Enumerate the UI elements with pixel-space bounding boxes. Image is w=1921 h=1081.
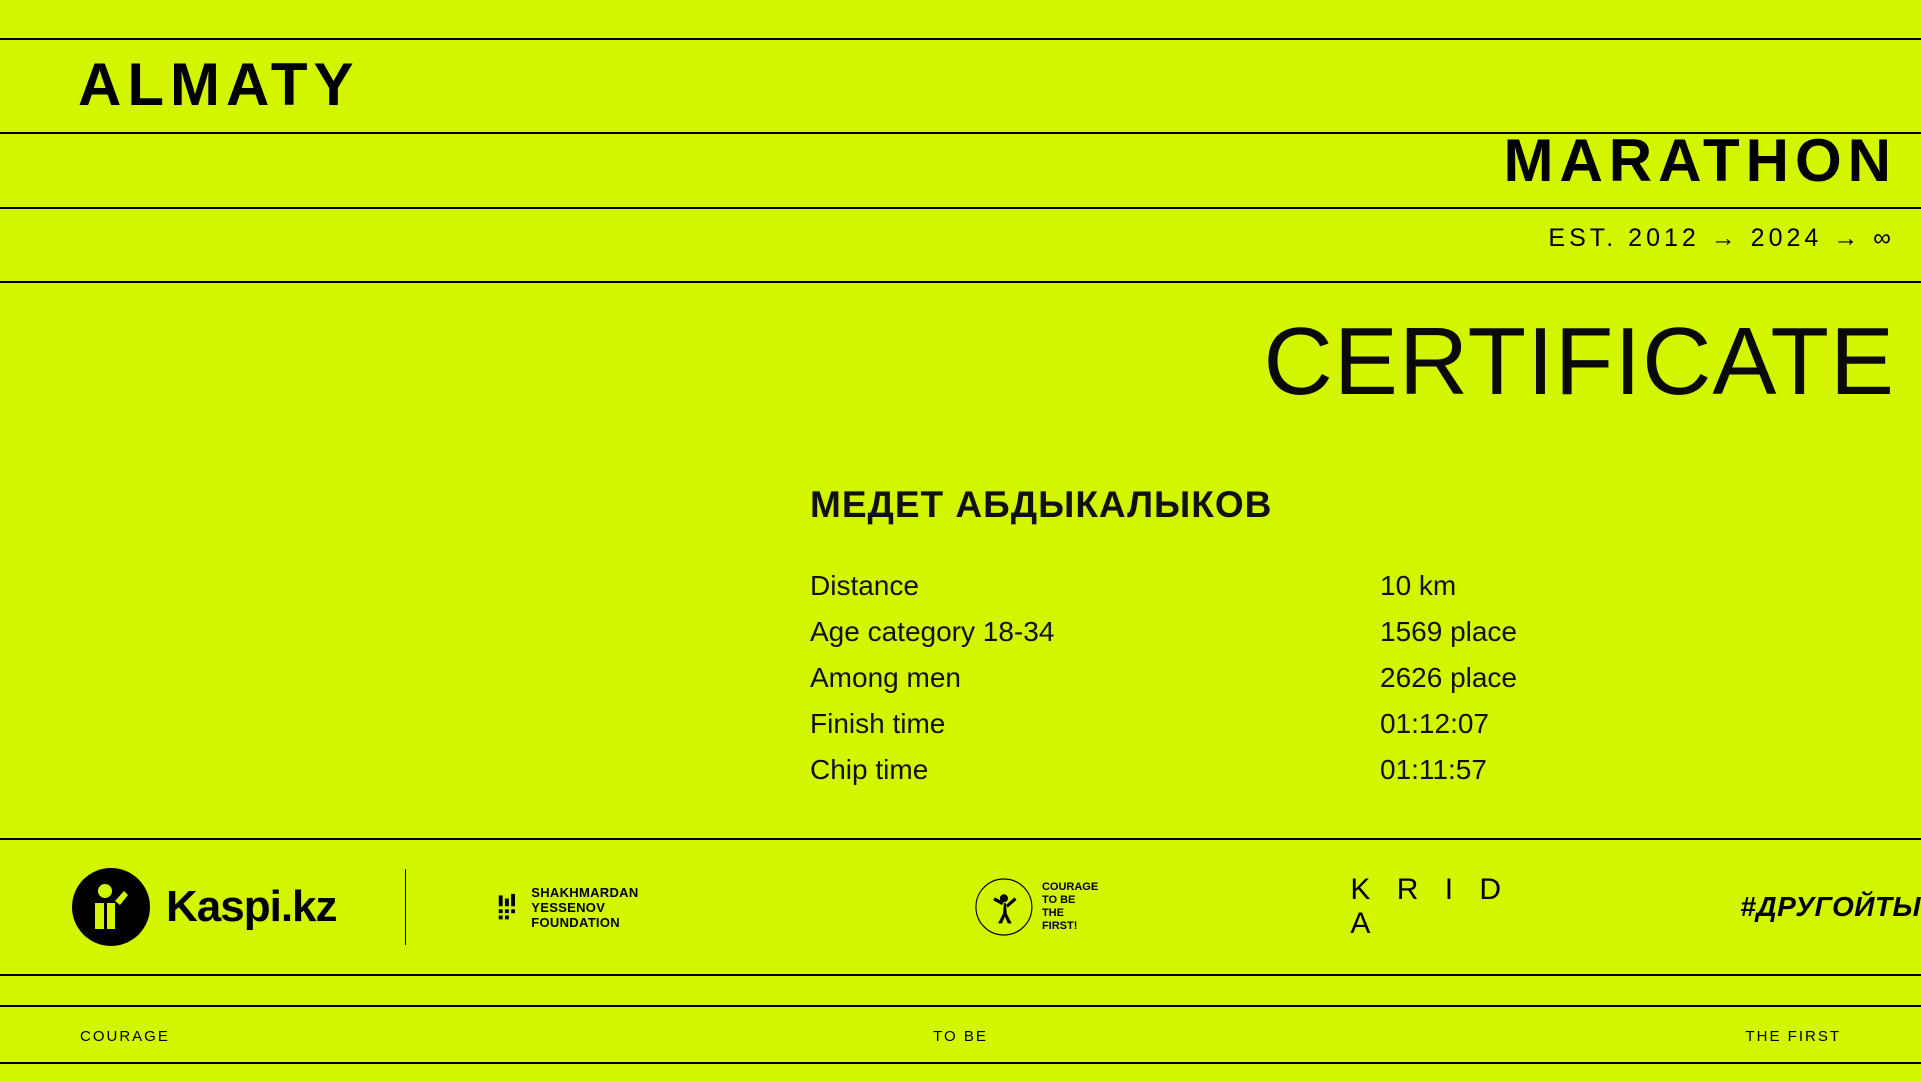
result-label: Distance: [810, 570, 919, 601]
result-label: Age category 18-34: [810, 616, 1055, 647]
page-title: CERTIFICATE: [1263, 308, 1895, 415]
kaspi-wordmark: Kaspi.kz: [166, 882, 337, 931]
result-label: Chip time: [810, 754, 929, 785]
sponsor-bar: [0, 840, 1921, 974]
table-row: [810, 616, 1870, 648]
sponsor-yessenov: [498, 885, 674, 930]
yessenov-line-1: SHAKHMARDAN YESSENOV: [531, 884, 639, 915]
result-value: 01:11:57: [1380, 754, 1487, 785]
table-row: [810, 708, 1870, 740]
result-label: Finish time: [810, 708, 946, 739]
brand-wordmark-almaty: ALMATY: [78, 51, 360, 118]
header-rule-3: [0, 207, 1921, 209]
yessenov-line-2: FOUNDATION: [531, 914, 620, 930]
results-table: [810, 570, 1870, 800]
result-value: 10 km: [1380, 570, 1457, 601]
table-row: [810, 754, 1870, 786]
sponsor-kaspi: [72, 868, 337, 946]
corporate-fund-line-2: TO BE: [1041, 894, 1076, 906]
sponsor-rule-bottom: [0, 974, 1921, 976]
table-row: [810, 570, 1870, 602]
sponsor-corporate-fund: [974, 876, 1100, 938]
footer-tagline: [0, 1016, 1921, 1056]
kaspi-logo-icon: [72, 868, 150, 946]
yessenov-wordmark: [531, 885, 674, 930]
table-row: [810, 662, 1870, 694]
header-rule-4: [0, 281, 1921, 283]
sponsor-drugoity: #ДРУГОЙТЫ: [1740, 891, 1921, 922]
sponsor-krida: K R I D A: [1350, 873, 1511, 940]
footer-left: COURAGE: [80, 1027, 170, 1045]
sponsor-divider: [405, 869, 407, 945]
result-value: 1569 place: [1380, 616, 1518, 647]
footer-center: TO BE: [933, 1027, 988, 1045]
footer-rule-top: [0, 1005, 1921, 1007]
footer-rule-bottom: [0, 1062, 1921, 1064]
runner-figure-icon: [974, 876, 1034, 938]
footer-right: THE FIRST: [1745, 1027, 1841, 1045]
result-value: 01:12:07: [1380, 708, 1489, 739]
athlete-name: МЕДЕТ АБДЫКАЛЫКОВ: [810, 484, 1273, 525]
corporate-fund-line-3: THE FIRST!: [1041, 907, 1078, 932]
yessenov-bars-icon: [498, 890, 521, 924]
corporate-fund-wordmark: [1042, 881, 1100, 933]
result-label: Among men: [810, 662, 961, 693]
established-line: EST. 2012 → 2024 → ∞: [1548, 224, 1895, 252]
corporate-fund-line-1: COURAGE: [1041, 881, 1099, 893]
kaspi-figure-icon: [89, 883, 133, 931]
brand-wordmark-marathon: MARATHON: [1503, 127, 1897, 194]
result-value: 2626 place: [1380, 662, 1518, 693]
header-rule-1: [0, 38, 1921, 40]
